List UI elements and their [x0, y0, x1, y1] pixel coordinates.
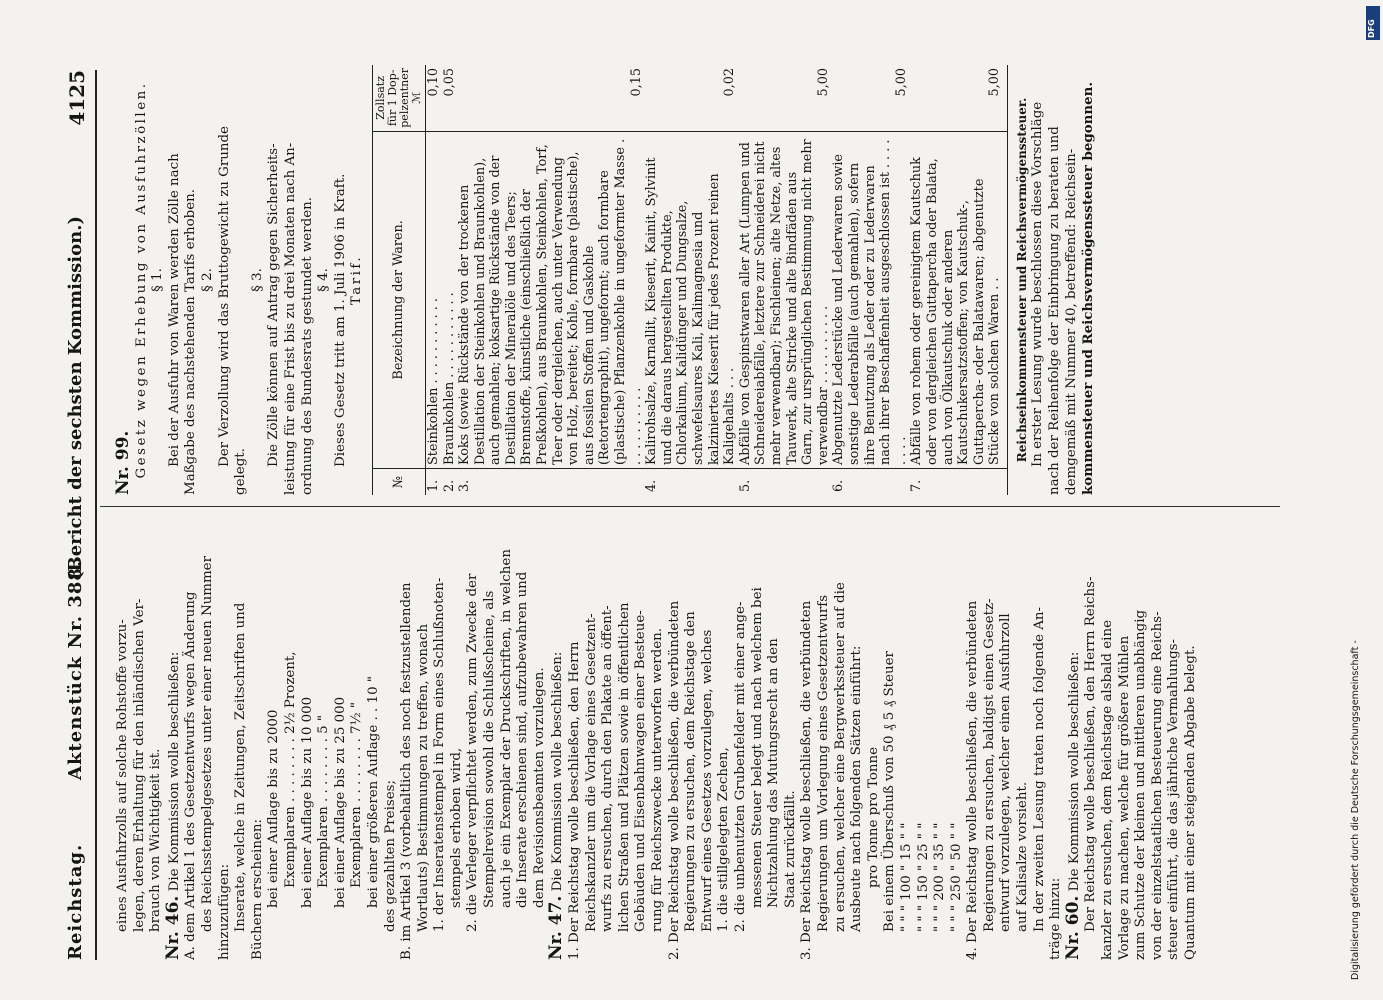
- text-line: 1. die stillgelegten Zechen,: [716, 747, 732, 932]
- text-line: Regierungen um Vorlegung eines Gesetzentwurfs: [815, 594, 831, 932]
- motion-number: Nr. 47.: [546, 895, 567, 960]
- tax-row: " " " 150 " 25 " ": [915, 822, 931, 932]
- text-line: Maßgabe des nachstehenden Tarifs erhoben.: [183, 188, 199, 495]
- text-line: stempels erhoben wird,: [448, 747, 464, 908]
- tariff-row: [831, 65, 909, 495]
- header-left: Reichstag.: [65, 843, 86, 960]
- text-line: Stempelrevision sowohl die Schlußscheine, als: [482, 590, 498, 908]
- text-line: leistung für eine Frist bis zu drei Monaten nach An-: [282, 142, 298, 495]
- row-rate: 0,05: [442, 65, 458, 131]
- tariff-row: [644, 65, 738, 495]
- row-description: Kalirohsalze, Karnallit, Kieserit, Kainit, Sylvinit und die daraus hergestellten Produkte, Chlorkalium, Kalidünger und Dungsalze, schwefelsaures Kali, Kalimagnesia und kalziniertes Kieserit für jedes Prozent reinen Kaligehalts . . .: [644, 131, 738, 468]
- section-heading: Reichseinkommensteuer und Reichsvermögenssteuer.: [1014, 97, 1029, 463]
- header-number: №: [372, 469, 425, 496]
- text-line: Wortlauts) Bestimmungen zu treffen, wonach: [415, 623, 431, 932]
- tax-table-header: pro Tonne pro Tonne: [865, 746, 881, 888]
- text-line: Exemplaren . . . . . . . . 5 ": [316, 714, 332, 888]
- header-rate-line: Zollsatz: [373, 76, 387, 120]
- tax-row: Bei einem Überschuß von 50 ₰ 5 ₰ Steuer: [882, 651, 898, 932]
- page-header: [65, 70, 105, 960]
- page-number: 4125: [65, 70, 89, 126]
- text-line: In erster Lesung wurde beschlossen diese Vorschläge: [1030, 101, 1046, 467]
- dfg-logo: [1366, 6, 1380, 40]
- text-line: zu ersuchen, welcher eine Bergwerkssteuer auf die: [832, 582, 848, 932]
- text-line: Nichtzahlung das Mutungsrecht an den: [766, 638, 782, 908]
- text-line: 1. Der Reichstag wolle beschließen, den Herrn: [567, 641, 583, 960]
- text-line: In der zweiten Lesung traten noch folgende An-: [1031, 606, 1047, 932]
- tariff-row: [738, 65, 832, 495]
- tariff-row: [457, 65, 644, 495]
- text-line: dem Revisionsbeamten vorzulegen.: [531, 667, 547, 908]
- header-rate-line: pelzentner: [397, 68, 411, 128]
- text-line: Gebäuden und Eisenbahnwagen einer Besteue-: [633, 610, 649, 932]
- digitization-note: [1350, 20, 1380, 980]
- row-number: 7.: [909, 469, 1007, 496]
- header-rate-line: für 1 Dop-: [385, 69, 399, 127]
- tariff-row: [909, 65, 1007, 495]
- text-line: bei einer Auflage bis zu 25 000: [332, 696, 348, 908]
- right-column: [115, 65, 1097, 495]
- row-rate: 0,02: [644, 65, 738, 131]
- tariff-header-row: [372, 65, 425, 495]
- motion-heading-47: [548, 520, 567, 960]
- row-rate: 0,15: [457, 65, 644, 131]
- text-line: eines Ausfuhrzolls auf solche Rohstoffe vorzu-: [115, 619, 130, 932]
- text-line: des Reichsstempelgesetzes unter einer neuen Nummer: [199, 555, 215, 932]
- text-line: Inserate, welche in Zeitungen, Zeitschriften und: [233, 602, 249, 932]
- text-line: 4. Der Reichstag wolle beschließen, die verbündeten: [965, 600, 981, 960]
- text-line: hinzuzufügen:: [216, 863, 232, 960]
- paragraph-sign: § 2.: [199, 268, 215, 292]
- text-line: die Inserate erschienen sind, aufzubewahren und: [515, 571, 531, 908]
- text-line: lichen Straßen und Plätzen sowie in öffentlichen: [616, 602, 632, 932]
- text-line: gelegt.: [233, 448, 249, 495]
- text-line: demgemäß mit Nummer 40, betreffend: Reichsein-: [1063, 148, 1079, 495]
- text-line: legen, deren Erhaltung für den inländischen Ver-: [131, 598, 147, 932]
- digitization-text: Digitalisierung gefördert durch die Deutsche Forschungsgemeinschaft -: [1350, 640, 1361, 980]
- row-number: 5.: [737, 479, 753, 492]
- row-rate: 0,10: [425, 65, 441, 131]
- text-line: bei einer Auflage bis zu 10 000: [299, 696, 315, 908]
- text-line: 1. der Inseratenstempel in Form eines Schlußnoten-: [432, 577, 448, 932]
- paragraph-sign: § 1.: [150, 268, 166, 292]
- header-rate-line: ℳ: [409, 91, 423, 104]
- bill-number-label: Nr. 99.: [113, 430, 133, 495]
- tax-row: " " " 250 " 50 " ": [948, 822, 964, 932]
- header-rule: [95, 70, 97, 960]
- row-description: Steinkohlen . . . . . . . . . . .: [425, 131, 441, 468]
- motion-intro: Die Kommission wolle beschließen:: [1066, 651, 1082, 892]
- text-line: auch je ein Exemplar der Druckschriften, in welchen: [498, 549, 514, 908]
- text-line: Reichskanzler um die Vorlage eines Gesetzent-: [583, 613, 599, 932]
- header-rate: [372, 65, 425, 131]
- bill-title: Gesetz wegen Erhebung von Ausfuhrzöllen.: [133, 81, 149, 479]
- row-description: Abfälle von Gespinstwaren aller Art (Lumpen und Schneidereiabfälle, letztere zur Schneiderei nicht mehr verwendbar); Fischleinen; alte Netze, altes Tauwerk, alte Stricke und alte Bindfäden aus Garn, zur ursprünglichen Bestimmung nicht mehr verwendbar . . . . . . . . . .: [738, 131, 832, 468]
- row-description: Koks (sowie Rückstände von der trockenen Destillation der Steinkohlen und Braunkohlen), auch gemahlen; koksartige Rückstände von der Destillation der Mineralöle und des Teers; Brennstoffe, künstliche (einschließlich der Preßkohlen), aus Braunkohlen, Steinkohlen, Torf, Teer oder dergleichen, auch unter Verwendung von Holz, bereitet; Kohle, formbare (plastische), aus fossilen Stoffen und Gaskohle (Retortengraphit), ungeformt; auch formbare (plastische) Pflanzenkohle in ungeformter Masse . . . . . . . . . . .: [457, 131, 644, 468]
- text-line: des gezahlten Preises;: [382, 779, 398, 932]
- header-description: Bezeichnung der Waren.: [372, 131, 425, 468]
- text-line: auf Kalisalze vorsieht.: [1015, 781, 1031, 932]
- tax-row: " " " 200 " 35 " ": [932, 822, 948, 932]
- row-number: 3.: [457, 479, 473, 492]
- text-line: Staat zurückfällt.: [782, 790, 798, 908]
- text-line: wurfs zu ersuchen, durch den Plakate an öffent-: [600, 605, 616, 932]
- text-line: 2. Der Reichstag wolle beschließen, die verbündeten: [666, 600, 682, 960]
- text-line: Regierungen zu ersuchen, dem Reichstage den: [683, 611, 699, 932]
- text-line: nach der Reihenfolge der Einbringung zu beraten und: [1047, 126, 1063, 495]
- text-line: rung für Reichszwecke unterworfen werden.: [650, 627, 665, 932]
- header-middle: Aktenstück Nr. 388.: [65, 559, 86, 780]
- text-line: A. dem Artikel 1 des Gesetzentwurfs wegen Änderung: [183, 591, 199, 960]
- text-line: von der einzelstaatlichen Besteuerung eine Reichs-: [1149, 611, 1165, 960]
- tariff-table: [372, 65, 1008, 495]
- text-line: Dieses Gesetz tritt am 1. Juli 1906 in Kraft.: [332, 173, 348, 467]
- text-line: Ausbeute nach folgenden Sätzen einführt:: [849, 645, 865, 932]
- motion-number: Nr. 60.: [1062, 895, 1083, 960]
- text-line: träge hinzu:: [1048, 877, 1064, 960]
- text-line: ordnung des Bundesrats gestundet werden.: [299, 196, 315, 495]
- tariff-row: [425, 65, 441, 495]
- text-line: messenen Steuer belegt und nach welchem bei: [749, 587, 765, 908]
- row-number: 1.: [425, 479, 441, 492]
- text-line: Bei der Ausfuhr von Waren werden Zölle nach: [166, 153, 182, 467]
- motion-intro: Die Kommission wolle beschließen:: [550, 651, 566, 892]
- row-rate: 5,00: [738, 65, 832, 131]
- header-right: (Bericht der sechsten Kommission.): [65, 216, 86, 580]
- tariff-heading: Tarif.: [349, 254, 365, 306]
- row-number: 2.: [441, 479, 457, 492]
- motion-intro: Die Kommission wolle beschließen:: [166, 651, 182, 892]
- text-line: kanzler zu ersuchen, dem Reichstage alsbald eine: [1100, 620, 1116, 960]
- row-number: 4.: [644, 479, 660, 492]
- text-line: 2. die Verleger verpflichtet werden, zum Zwecke der: [465, 573, 481, 932]
- text-line: Der Verzollung wird das Bruttogewicht zu Grunde: [216, 126, 232, 467]
- row-rate: 5,00: [909, 65, 1007, 131]
- text-line: Exemplaren . . . . . . . . 7½ ": [349, 701, 365, 888]
- text-line: Exemplaren . . . . . . . . 2½ Prozent,: [282, 651, 298, 888]
- row-description: Braunkohlen . . . . . . . . . . .: [442, 131, 458, 468]
- row-description: Abfälle von rohem oder gereinigtem Kautschuk oder von dergleichen Guttapercha oder Balata, auch von Ölkautschuk oder anderen Kautschukersatzstoffen; von Kautschuk-, Guttapercha- oder Balatawaren; abgenutzte Stücke von solchen Waren . .: [909, 131, 1007, 468]
- text-line: B. im Artikel 3 (vorbehaltlich des noch festzustellenden: [399, 582, 415, 960]
- text-line: brauch von Wichtigkeit ist.: [148, 748, 164, 932]
- text-line: 2. die unbenutzten Grubenfelder mit einer ange-: [732, 601, 748, 932]
- dfg-logo-text: DFG: [1367, 19, 1376, 38]
- motion-heading-60: [1062, 520, 1084, 960]
- column-divider: [100, 506, 1280, 507]
- text-line: Der Reichstag wolle beschließen, den Herrn Reichs-: [1083, 576, 1099, 932]
- text-line: 3. Der Reichstag wolle beschließen, die verbündeten: [799, 600, 815, 960]
- text-line: Quantum mit einer steigenden Abgabe belegt.: [1183, 645, 1198, 960]
- text-line: entwurf vorzulegen, welcher einen Ausfuhrzoll: [998, 613, 1014, 932]
- motion-heading-46: [162, 520, 184, 960]
- text-line: steuer einführt, die das jährliche Vermahlungs-: [1166, 638, 1182, 960]
- row-number: 6.: [831, 479, 847, 492]
- paragraph-sign: § 3.: [249, 268, 265, 292]
- paragraph-sign: § 4.: [316, 268, 332, 292]
- text-line: bei einer Auflage bis zu 2000: [266, 709, 282, 908]
- row-rate: 5,00: [831, 65, 909, 131]
- text-line: Regierungen zu ersuchen, baldigst einen Gesetz-: [981, 598, 997, 932]
- tariff-row: [442, 65, 458, 495]
- text-line: Die Zölle können auf Antrag gegen Sicherheits-: [266, 143, 282, 467]
- text-line: Vorlage zu machen, welche für größere Mühlen: [1116, 635, 1132, 960]
- bill-number: [115, 65, 134, 495]
- row-description: Abgenutzte Lederstücke und Lederwaren sowie sonstige Lederabfälle (auch gemahlen), sofern ihre Benutzung als Leder oder zu Lederwaren nach ihrer Beschaffenheit ausgeschlossen ist . . . . . . . .: [831, 131, 909, 468]
- text-line: kommensteuer und Reichsvermögenssteuer begonnen.: [1080, 81, 1097, 495]
- motion-number: Nr. 46.: [162, 895, 183, 960]
- text-line: Entwurf eines Gesetzes vorzulegen, welches: [699, 629, 715, 932]
- text-line: bei einer größeren Auflage . . 10 ": [365, 675, 381, 908]
- tax-row: " " " 100 " 15 " ": [898, 822, 914, 932]
- text-line: Büchern erscheinen:: [249, 818, 265, 960]
- left-column: [115, 520, 1200, 960]
- text-line: zum Schutze der kleinen und mittleren unabhängig: [1133, 609, 1149, 960]
